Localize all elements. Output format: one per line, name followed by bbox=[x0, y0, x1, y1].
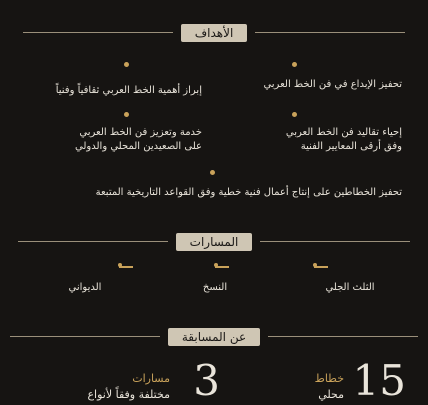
goal-item-4b: على الصعيدين المحلي والدولي bbox=[75, 141, 202, 152]
track-label: الديواني bbox=[68, 282, 102, 293]
tracks-title: المسارات bbox=[176, 233, 253, 251]
goal-dot-3 bbox=[292, 112, 297, 117]
stat-line2: محلي bbox=[318, 388, 344, 401]
goal-dot-1 bbox=[292, 62, 297, 67]
track-mark-icon bbox=[215, 266, 229, 268]
track-label: النسخ bbox=[202, 282, 228, 293]
goal-dot-2 bbox=[124, 62, 129, 67]
stat-line1: مسارات bbox=[132, 372, 170, 385]
goal-item-2: إبراز أهمية الخط العربي ثقافياً وفنياً bbox=[55, 85, 202, 96]
stat-line2: مختلفة وفقاً لأنواع bbox=[87, 388, 170, 401]
track-naskh bbox=[155, 266, 275, 293]
goal-item-1: تحفيز الإبداع في فن الخط العربي bbox=[263, 79, 402, 90]
competition-heading bbox=[0, 326, 428, 346]
stat-number: 3 bbox=[193, 356, 220, 405]
competition-title: عن المسابقة bbox=[168, 328, 260, 346]
track-mark-icon bbox=[314, 266, 328, 268]
track-thuluth bbox=[290, 266, 410, 293]
goal-item-5: تحفيز الخطاطين على إنتاج أعمال فنية خطية وفق القواعد التاريخية المتبعة bbox=[95, 187, 402, 198]
track-diwani bbox=[25, 266, 145, 293]
goal-item-3a: إحياء تقاليد فن الخط العربي bbox=[285, 127, 402, 138]
stat-line1: خطاط bbox=[314, 372, 344, 385]
stat-tracks bbox=[40, 356, 220, 405]
goals-heading bbox=[0, 22, 428, 42]
track-mark-icon bbox=[119, 266, 133, 268]
stat-calligraphers bbox=[230, 356, 406, 405]
goals-title: الأهداف bbox=[181, 24, 248, 42]
track-label: الثلث الجلي bbox=[325, 282, 375, 293]
goal-dot-5 bbox=[210, 170, 215, 175]
goal-dot-4 bbox=[124, 112, 129, 117]
goal-item-4a: خدمة وتعزيز فن الخط العربي bbox=[79, 127, 202, 138]
tracks-heading bbox=[0, 231, 428, 251]
goal-item-3b: وفق أرقى المعايير الفنية bbox=[300, 141, 402, 152]
stat-number: 15 bbox=[352, 356, 406, 405]
